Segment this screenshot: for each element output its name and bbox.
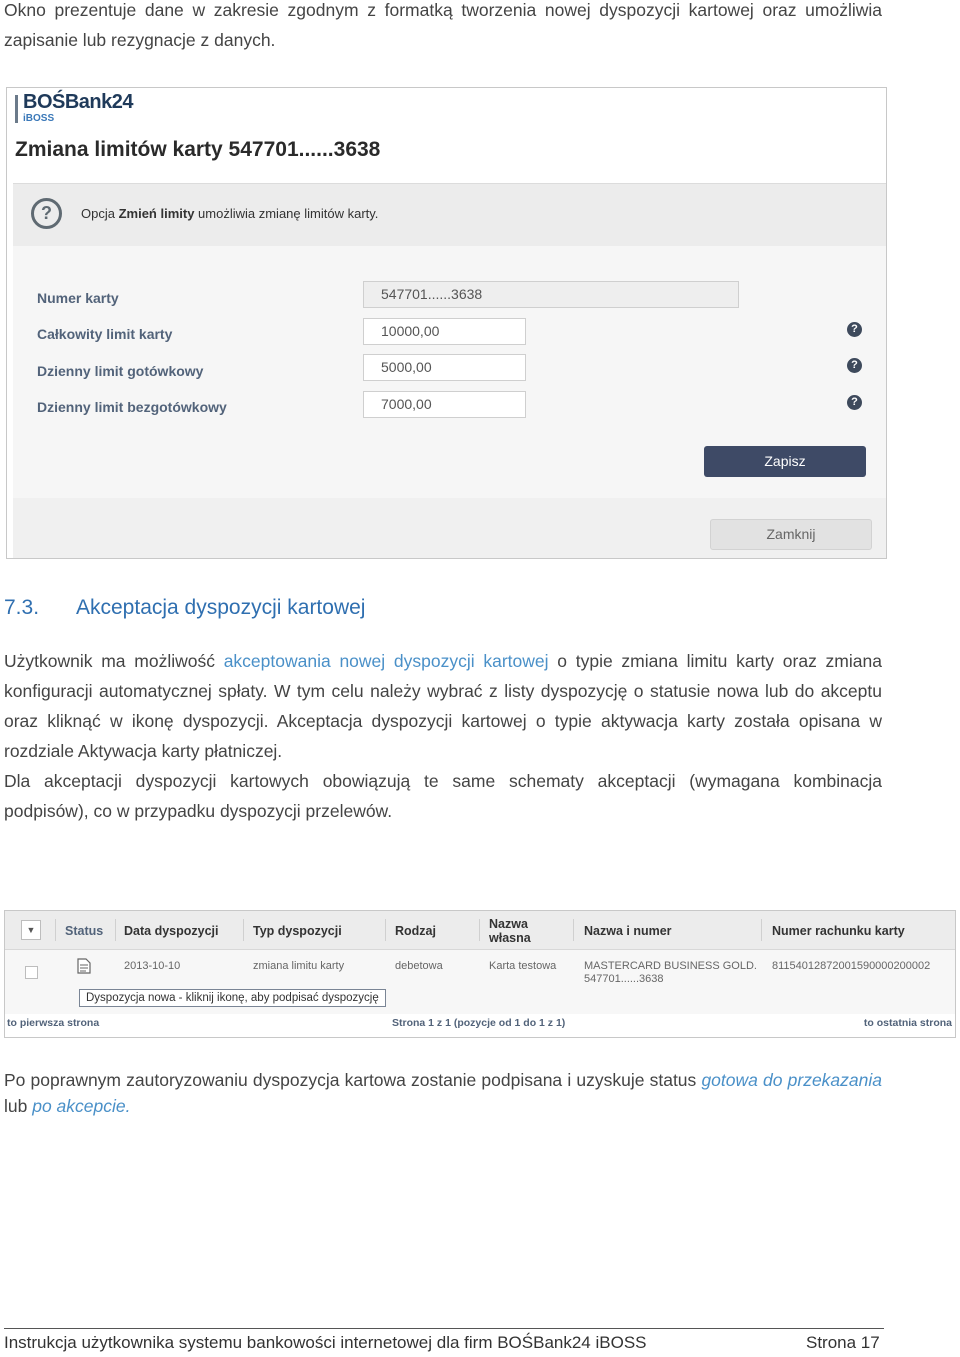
save-button[interactable]: Zapisz [704, 446, 866, 477]
intro-paragraph: Okno prezentuje dane w zakresie zgodnym z formatką tworzenia nowej dyspozycji kartowej oraz umożliwia zapisanie lub rezygnacje z danych. [4, 0, 882, 50]
document-icon[interactable] [77, 958, 91, 974]
row-own-name: Karta testowa [489, 960, 557, 972]
footer-title: Instrukcja użytkownika systemu bankowości internetowej dla firm BOŚBank24 iBOSS [4, 1333, 647, 1352]
section-heading [4, 596, 365, 620]
info-box [13, 183, 886, 247]
status-accepted: po akcepcie. [32, 1096, 131, 1116]
change-limits-screenshot [6, 87, 887, 559]
paragraph-1: Użytkownik ma możliwość akceptowania nowej dyspozycji kartowej o typie zmiana limitu karty oraz zmiana konfiguracji automatycznej spłaty. W tym celu należy wybrać z listy dyspozycję o statusie nowa lub do akceptu oraz kliknąć w ikonę dyspozycji. Akceptacja dyspozycji kartowej o typie aktywacja karty została opisana w rozdziale Aktywacja karty płatniczej. [4, 651, 882, 761]
col-kind[interactable]: Rodzaj [395, 924, 436, 938]
cashless-limit-label: Dzienny limit bezgotówkowy [37, 399, 227, 415]
col-own-name[interactable]: Nazwa własna [489, 917, 531, 945]
help-icon[interactable]: ? [847, 322, 862, 337]
cash-limit-input[interactable]: 5000,00 [363, 354, 526, 381]
close-button[interactable]: Zamknij [710, 519, 872, 550]
last-page-link[interactable]: to ostatnia strona [863, 1017, 952, 1029]
window-title: Zmiana limitów karty 547701......3638 [15, 138, 381, 161]
col-type[interactable]: Typ dyspozycji [253, 924, 342, 938]
col-status[interactable]: Status [65, 924, 104, 938]
acceptance-link[interactable]: akceptowania nowej dyspozycji kartowej [223, 651, 549, 671]
col-name-number[interactable]: Nazwa i numer [584, 924, 672, 938]
row-kind: debetowa [395, 960, 443, 972]
total-limit-label: Całkowity limit karty [37, 326, 173, 342]
card-orders-table-screenshot [4, 910, 956, 1038]
card-number-field: 547701......3638 [363, 281, 739, 308]
cashless-limit-input[interactable]: 7000,00 [363, 391, 526, 418]
status-ready: gotowa do przekazania [701, 1070, 882, 1090]
card-number-label: Numer karty [37, 290, 119, 306]
question-circle-icon: ? [31, 198, 62, 229]
table-header [5, 911, 955, 950]
cash-limit-label: Dzienny limit gotówkowy [37, 363, 204, 379]
row-date: 2013-10-10 [124, 960, 181, 972]
row-account: 81154012872001590000200002 [772, 960, 931, 972]
row-type: zmiana limitu karty [253, 960, 345, 972]
status-tooltip: Dyspozycja nowa - kliknij ikonę, aby podpisać dyspozycję [79, 989, 386, 1007]
chevron-down-icon[interactable]: ▼ [21, 920, 41, 940]
total-limit-input[interactable]: 10000,00 [363, 318, 526, 345]
paragraph-2: Dla akceptacji dyspozycji kartowych obowiązują te same schematy akceptacji (wymagana kombinacja podpisów), co w przypadku dyspozycji przelewów. [4, 771, 882, 821]
section-number: 7.3. [4, 596, 40, 619]
help-icon[interactable]: ? [847, 358, 862, 373]
pager-info: Strona 1 z 1 (pozycje od 1 do 1 z 1) [392, 1017, 566, 1029]
section-title: Akceptacja dyspozycji kartowej [76, 596, 366, 619]
button-bar [13, 498, 886, 558]
paragraph-3: Po poprawnym zautoryzowaniu dyspozycja kartowa zostanie podpisana i uzyskuje status gotowa do przekazania lub po akcepcie. [4, 1070, 882, 1116]
info-text: Opcja Zmień limity umożliwia zmianę limitów karty. [81, 206, 379, 221]
col-date[interactable]: Data dyspozycji [124, 924, 219, 938]
logo-name: BOŚBank24 [23, 91, 133, 113]
footer-divider [4, 1328, 884, 1329]
logo-sub: iBOSS [23, 113, 55, 124]
help-icon[interactable]: ? [847, 395, 862, 410]
row-name-number: MASTERCARD BUSINESS GOLD. 547701......3638 [584, 960, 757, 985]
first-page-link[interactable]: to pierwsza strona [7, 1017, 100, 1029]
row-checkbox[interactable] [25, 966, 38, 979]
bank-logo [15, 93, 155, 125]
col-account[interactable]: Numer rachunku karty [772, 924, 905, 938]
page-number: Strona 17 [806, 1333, 880, 1352]
